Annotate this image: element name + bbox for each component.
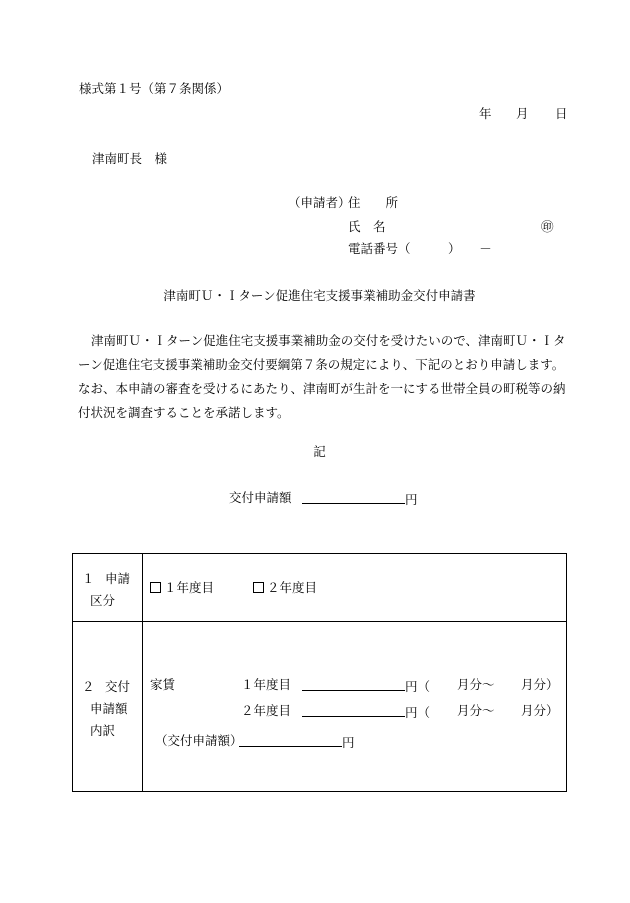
year2-label: ２年度目 (241, 703, 292, 718)
year2-amount-input[interactable] (302, 703, 405, 717)
table-row-divider (73, 621, 566, 622)
year2-month-to: 月分） (521, 703, 559, 718)
address-label: 住 所 (348, 195, 399, 210)
document-title: 津南町Ｕ・Ｉターン促進住宅支援事業補助金交付申請書 (163, 288, 476, 303)
row2-label-line1: 交付 (105, 679, 131, 694)
amount-line-wrap (302, 490, 418, 508)
name-label: 氏 名 (348, 219, 386, 234)
subtotal-amount-input[interactable] (239, 733, 342, 747)
phone-label: 電話番号（ ） － (348, 241, 492, 256)
row1-number: １ (82, 571, 95, 586)
amount-label: 交付申請額 (229, 490, 292, 505)
year1-month-to: 月分） (521, 677, 559, 692)
year1-line-wrap (302, 677, 430, 695)
date-month-label: 月 (516, 106, 529, 121)
applicant-label: （申請者） (288, 195, 351, 210)
option-year2-label: ２年度目 (267, 580, 318, 595)
breakdown-table (72, 553, 567, 792)
amount-unit: 円 (405, 492, 418, 507)
row2-label-line3: 内訳 (90, 723, 116, 738)
amount-input-line[interactable] (302, 490, 405, 504)
rent-label: 家賃 (150, 677, 176, 692)
year1-label: １年度目 (241, 677, 292, 692)
row1-label-line2: 区分 (90, 593, 116, 608)
checkbox-year2[interactable] (253, 582, 264, 593)
subtotal-line-wrap (239, 733, 355, 751)
table-column-divider (142, 554, 143, 791)
year1-amount-input[interactable] (302, 677, 405, 691)
date-year-label: 年 (479, 106, 492, 121)
option-year2[interactable] (253, 580, 317, 596)
year2-line-wrap (302, 703, 430, 721)
ki-heading: 記 (313, 444, 326, 459)
checkbox-year1[interactable] (150, 582, 161, 593)
row2-label-line2: 申請額 (90, 701, 128, 716)
body-paragraph: 津南町Ｕ・Ｉターン促進住宅支援事業補助金の交付を受けたいので、津南町Ｕ・Ｉターン促進住宅支援事業補助金交付要綱第７条の規定により、下記のとおり申請します。なお、本申請の審査を受けるにあたり、津南町が生計を一にする世帯全員の町税等の納付状況を調査することを承諾します。 (78, 333, 566, 420)
form-number: 様式第１号（第７条関係） (79, 81, 230, 96)
year1-month-from: 月分～ (457, 677, 495, 692)
row2-number: ２ (82, 679, 95, 694)
row1-label-line1: 申請 (105, 571, 131, 586)
option-year1-label: １年度目 (164, 580, 215, 595)
subtotal-label: （交付申請額） (155, 733, 243, 748)
year2-month-from: 月分～ (457, 703, 495, 718)
year1-yen: 円（ (405, 679, 431, 694)
seal-mark: ㊞ (541, 219, 554, 234)
addressee: 津南町長 様 (92, 151, 168, 166)
option-year1[interactable] (150, 580, 214, 596)
year2-yen: 円（ (405, 705, 431, 720)
subtotal-unit: 円 (342, 735, 355, 750)
date-day-label: 日 (555, 106, 568, 121)
